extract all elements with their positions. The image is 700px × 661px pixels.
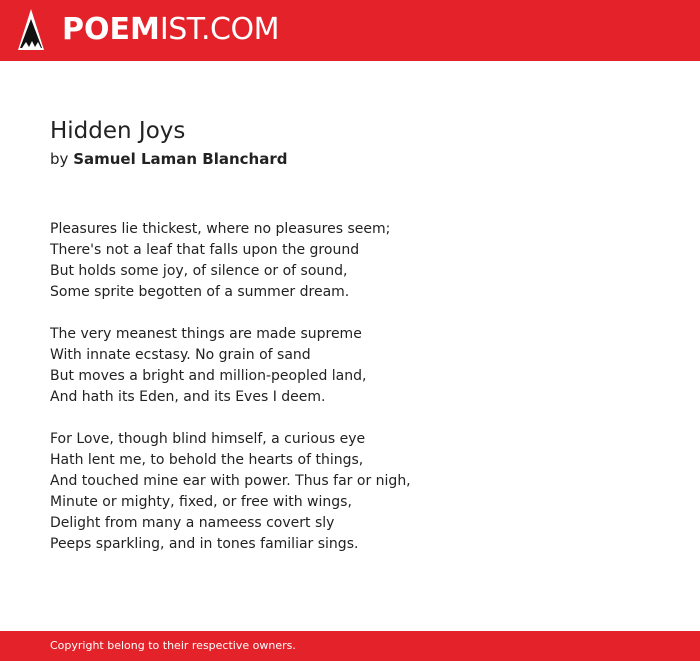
poem-line: With innate ecstasy. No grain of sand <box>50 347 311 363</box>
poem-line: But holds some joy, of silence or of sound, <box>50 263 348 279</box>
poem-line: Delight from many a nameess covert sly <box>50 515 335 531</box>
stanza <box>50 219 411 303</box>
poem-line: Some sprite begotten of a summer dream. <box>50 284 350 300</box>
poem-line: Minute or mighty, fixed, or free with wings, <box>50 494 352 510</box>
poem-line: Hath lent me, to behold the hearts of things, <box>50 452 364 468</box>
poem-line: For Love, though blind himself, a curious eye <box>50 431 366 447</box>
by-prefix: by <box>50 150 69 168</box>
byline <box>50 148 288 170</box>
poem-line: The very meanest things are made supreme <box>50 326 362 342</box>
stanza <box>50 429 411 555</box>
brand-bold: POEM <box>62 12 160 47</box>
poem-line: There's not a leaf that falls upon the ground <box>50 242 360 258</box>
poem-title: Hidden Joys <box>50 118 186 144</box>
site-footer <box>0 631 700 661</box>
poem-line: Pleasures lie thickest, where no pleasures seem; <box>50 221 391 237</box>
poem-line: But moves a bright and million-peopled land, <box>50 368 367 384</box>
copyright-notice: Copyright belong to their respective owners. <box>50 639 296 652</box>
pencil-icon[interactable] <box>16 8 46 52</box>
poem-body <box>50 219 411 576</box>
site-header <box>0 0 700 61</box>
poem-line: Peeps sparkling, and in tones familiar sings. <box>50 536 359 552</box>
stanza <box>50 324 411 408</box>
poem-line: And touched mine ear with power. Thus far or nigh, <box>50 473 411 489</box>
author-name: Samuel Laman Blanchard <box>73 150 288 168</box>
site-logo-text[interactable] <box>62 11 279 49</box>
brand-light: IST.COM <box>159 12 279 47</box>
poem-line: And hath its Eden, and its Eves I deem. <box>50 389 326 405</box>
